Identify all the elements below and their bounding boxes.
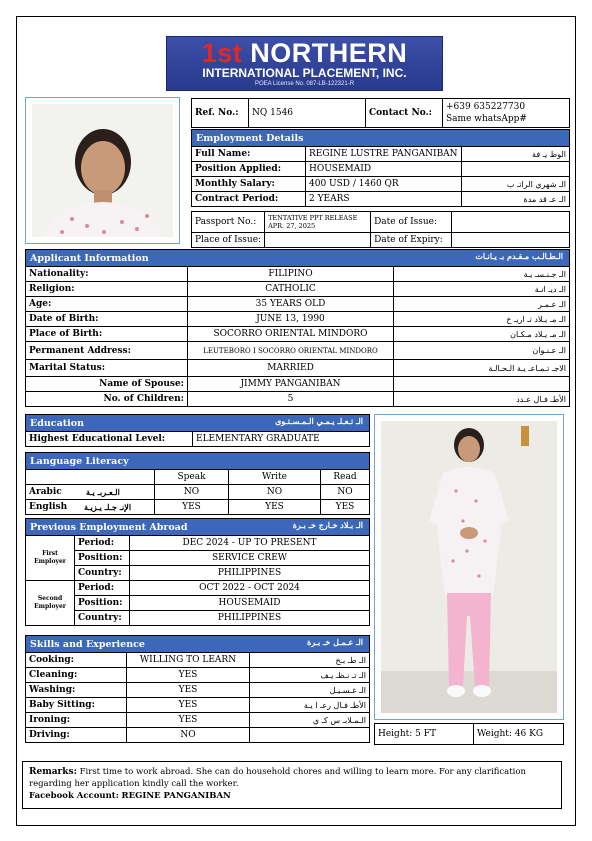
salary-label: Monthly Salary: xyxy=(192,177,306,192)
second-position-value: HOUSEMAID xyxy=(130,596,370,611)
skill-row xyxy=(26,698,370,713)
country-label: Country: xyxy=(75,566,130,581)
applicant-row xyxy=(26,312,570,327)
applicant-header xyxy=(26,250,570,267)
salary-value: 400 USD / 1460 QR xyxy=(306,177,462,192)
skill-arabic: الـمـلابـ س كـ ي xyxy=(250,713,370,728)
agency-logo xyxy=(166,36,443,91)
expiry-date-value xyxy=(452,233,570,248)
skill-arabic xyxy=(250,728,370,743)
passport-no-label: Passport No.: xyxy=(192,212,265,233)
weight-value: 46 KG xyxy=(514,729,544,739)
applicant-row xyxy=(26,327,570,342)
language-label: Arabic xyxy=(29,487,62,497)
skill-arabic: الـ تـ نـظـ يـف xyxy=(250,668,370,683)
applicant-arabic: الـ مـ يـلاد تـ اريـ خ xyxy=(394,312,570,327)
contract-label: Contract Period: xyxy=(192,192,306,207)
applicant-row xyxy=(26,360,570,377)
skills-header-title: Skills and Experience xyxy=(30,638,145,650)
applicant-label: Marital Status: xyxy=(26,360,188,377)
language-col-read: Read xyxy=(321,470,370,485)
applicant-table xyxy=(25,249,570,407)
period-label: Period: xyxy=(75,581,130,596)
prev-header-title: Previous Employment Abroad xyxy=(30,521,188,533)
body-stats-table xyxy=(374,723,564,745)
second-period-value: OCT 2022 - OCT 2024 xyxy=(130,581,370,596)
employment-table xyxy=(191,129,570,207)
full-body-photo-frame xyxy=(374,414,564,720)
language-table xyxy=(25,452,370,515)
country-label: Country: xyxy=(75,611,130,626)
facebook-value: REGINE PANGANIBAN xyxy=(121,791,231,801)
contact-label: Contact No.: xyxy=(366,99,443,128)
place-of-issue-label: Place of Issue: xyxy=(192,233,265,248)
salary-arabic: الـ شهري الراتـ ب xyxy=(461,177,569,192)
place-of-issue-value xyxy=(265,233,371,248)
applicant-arabic: الـ عـمـر xyxy=(394,297,570,312)
skill-arabic: الـ طـ بـخ xyxy=(250,653,370,668)
skill-label: Cooking: xyxy=(26,653,127,668)
applicant-value: FILIPINO xyxy=(188,267,394,282)
applicant-arabic: الـ جـنـسـ يـة xyxy=(394,267,570,282)
skill-label: Cleaning: xyxy=(26,668,127,683)
applicant-arabic: الاجـ تـمـاعـ يـة الـحـالـة xyxy=(394,360,570,377)
education-table xyxy=(25,414,370,447)
skills-header xyxy=(26,636,370,653)
issue-date-value xyxy=(452,212,570,233)
applicant-label: Religion: xyxy=(26,282,188,297)
position-label: Position Applied: xyxy=(192,162,306,177)
applicant-row xyxy=(26,267,570,282)
full-body-photo xyxy=(381,421,557,713)
skill-label: Ironing: xyxy=(26,713,127,728)
expiry-date-label: Date of Expiry: xyxy=(371,233,452,248)
first-employer-label: First Employer xyxy=(26,536,75,581)
skill-value: YES xyxy=(127,668,250,683)
prev-employment-table xyxy=(25,518,370,626)
skill-value: YES xyxy=(127,683,250,698)
contact-value xyxy=(443,99,570,128)
position-label: Position: xyxy=(75,596,130,611)
second-country-value: PHILIPPINES xyxy=(130,611,370,626)
language-col-write: Write xyxy=(229,470,321,485)
applicant-value: JUNE 13, 1990 xyxy=(188,312,394,327)
logo-brand-red: 1st xyxy=(201,38,243,68)
language-speak: YES xyxy=(155,500,229,515)
headshot-photo-frame xyxy=(25,97,180,244)
height-value: 5 FT xyxy=(415,729,436,739)
period-label: Period: xyxy=(75,536,130,551)
full-name-arabic: الوظ يـ فة xyxy=(461,147,569,162)
skill-row xyxy=(26,728,370,743)
applicant-label: Date of Birth: xyxy=(26,312,188,327)
second-employer-label: Second Employer xyxy=(26,581,75,626)
language-read: NO xyxy=(321,485,370,500)
applicant-label: Place of Birth: xyxy=(26,327,188,342)
language-row xyxy=(26,485,370,500)
education-header-arabic: الـ تـعـلـ يـمـي الـمـسـتـوى xyxy=(275,416,363,426)
skill-arabic: الـ غـسـيـل xyxy=(250,683,370,698)
height-cell xyxy=(375,724,474,745)
language-label-cell xyxy=(26,500,155,515)
language-header: Language Literacy xyxy=(26,453,370,470)
full-name-label: Full Name: xyxy=(192,147,306,162)
ref-label: Ref. No.: xyxy=(192,99,249,128)
applicant-value: MARRIED xyxy=(188,360,394,377)
applicant-value: CATHOLIC xyxy=(188,282,394,297)
contract-arabic: الـ عـ قد مدة xyxy=(461,192,569,207)
applicant-arabic: الـ عـنـوان xyxy=(394,342,570,360)
children-value: 5 xyxy=(188,392,394,407)
weight-label: Weight: xyxy=(477,729,512,739)
language-arabic: الـعـربـ يـة xyxy=(86,487,120,497)
applicant-header-title: Applicant Information xyxy=(30,252,149,264)
applicant-label: Nationality: xyxy=(26,267,188,282)
language-arabic: الإنـ جـلـ يـزيـة xyxy=(84,502,132,512)
passport-table xyxy=(191,211,570,248)
ref-value: NQ 1546 xyxy=(249,99,366,128)
applicant-row xyxy=(26,342,570,360)
facebook-label: Facebook Account: xyxy=(29,791,119,801)
headshot-photo xyxy=(32,104,173,237)
position-label: Position: xyxy=(75,551,130,566)
logo-license: POEA License No. 087-LB-122321-R xyxy=(254,81,355,87)
language-write: NO xyxy=(229,485,321,500)
ref-contact-table xyxy=(191,98,570,128)
remarks-label: Remarks: xyxy=(29,767,77,777)
skills-table xyxy=(25,635,370,743)
prev-header-arabic: الـ بـلاد خـارج خـ بـرة xyxy=(292,520,363,530)
contact-phone: +639 635227730 xyxy=(446,102,526,112)
logo-subtitle: INTERNATIONAL PLACEMENT, INC. xyxy=(202,66,407,80)
weight-cell xyxy=(474,724,564,745)
first-country-value: PHILIPPINES xyxy=(130,566,370,581)
skills-header-arabic: الـ عـمـل خـ بـرة xyxy=(307,637,363,647)
children-row xyxy=(26,392,570,407)
skill-label: Baby Sitting: xyxy=(26,698,127,713)
applicant-header-arabic: الـطـالـب مـقـدم بـ يـانـات xyxy=(475,251,563,261)
applicant-row xyxy=(26,282,570,297)
education-label: Highest Educational Level: xyxy=(26,432,193,447)
skill-value: YES xyxy=(127,698,250,713)
children-arabic: الأطـ فـال عـدد xyxy=(394,392,570,407)
employment-header: Employment Details xyxy=(192,130,570,147)
passport-no-value: TENTATIVE PPT RELEASE APR. 27, 2025 xyxy=(265,212,371,233)
spouse-value: JIMMY PANGANIBAN xyxy=(188,377,394,392)
language-write: YES xyxy=(229,500,321,515)
applicant-arabic: الـ مـ يـلاد مـكـان xyxy=(394,327,570,342)
skill-value: WILLING TO LEARN xyxy=(127,653,250,668)
education-header xyxy=(26,415,370,432)
children-label: No. of Children: xyxy=(26,392,188,407)
contact-whatsapp-note: Same whatsApp# xyxy=(446,114,527,124)
applicant-value: SOCORRO ORIENTAL MINDORO xyxy=(188,327,394,342)
first-period-value: DEC 2024 - UP TO PRESENT xyxy=(130,536,370,551)
language-read: YES xyxy=(321,500,370,515)
full-name-value: REGINE LUSTRE PANGANIBAN xyxy=(306,147,462,162)
skill-row xyxy=(26,683,370,698)
skill-label: Washing: xyxy=(26,683,127,698)
language-label: English xyxy=(29,502,68,512)
spouse-arabic xyxy=(394,377,570,392)
applicant-value: 35 YEARS OLD xyxy=(188,297,394,312)
logo-brand-blue: NORTHERN xyxy=(250,38,408,68)
skill-value: NO xyxy=(127,728,250,743)
spouse-row xyxy=(26,377,570,392)
skill-arabic: الأطـ فـال رعـ ا يـة xyxy=(250,698,370,713)
applicant-value: LEUTEBORO I SOCORRO ORIENTAL MINDORO xyxy=(188,342,394,360)
skill-row xyxy=(26,668,370,683)
language-speak: NO xyxy=(155,485,229,500)
prev-employment-header xyxy=(26,519,370,536)
education-header-title: Education xyxy=(30,417,84,429)
education-value: ELEMENTARY GRADUATE xyxy=(193,432,370,447)
remarks-text: First time to work abroad. She can do household chores and willing to learn more. For any clarification regarding her application kindly call the worker. xyxy=(29,767,526,789)
position-value: HOUSEMAID xyxy=(306,162,462,177)
language-blank-cell xyxy=(26,470,155,485)
skill-row xyxy=(26,713,370,728)
position-arabic xyxy=(461,162,569,177)
spouse-label: Name of Spouse: xyxy=(26,377,188,392)
skill-label: Driving: xyxy=(26,728,127,743)
issue-date-label: Date of Issue: xyxy=(371,212,452,233)
applicant-label: Age: xyxy=(26,297,188,312)
remarks-box xyxy=(22,761,562,809)
language-label-cell xyxy=(26,485,155,500)
skill-row xyxy=(26,653,370,668)
first-position-value: SERVICE CREW xyxy=(130,551,370,566)
applicant-arabic: الـ ديـ انـة xyxy=(394,282,570,297)
height-label: Height: xyxy=(378,729,413,739)
language-row xyxy=(26,500,370,515)
applicant-label: Permanent Address: xyxy=(26,342,188,360)
skill-value: YES xyxy=(127,713,250,728)
language-col-speak: Speak xyxy=(155,470,229,485)
contract-value: 2 YEARS xyxy=(306,192,462,207)
applicant-row xyxy=(26,297,570,312)
